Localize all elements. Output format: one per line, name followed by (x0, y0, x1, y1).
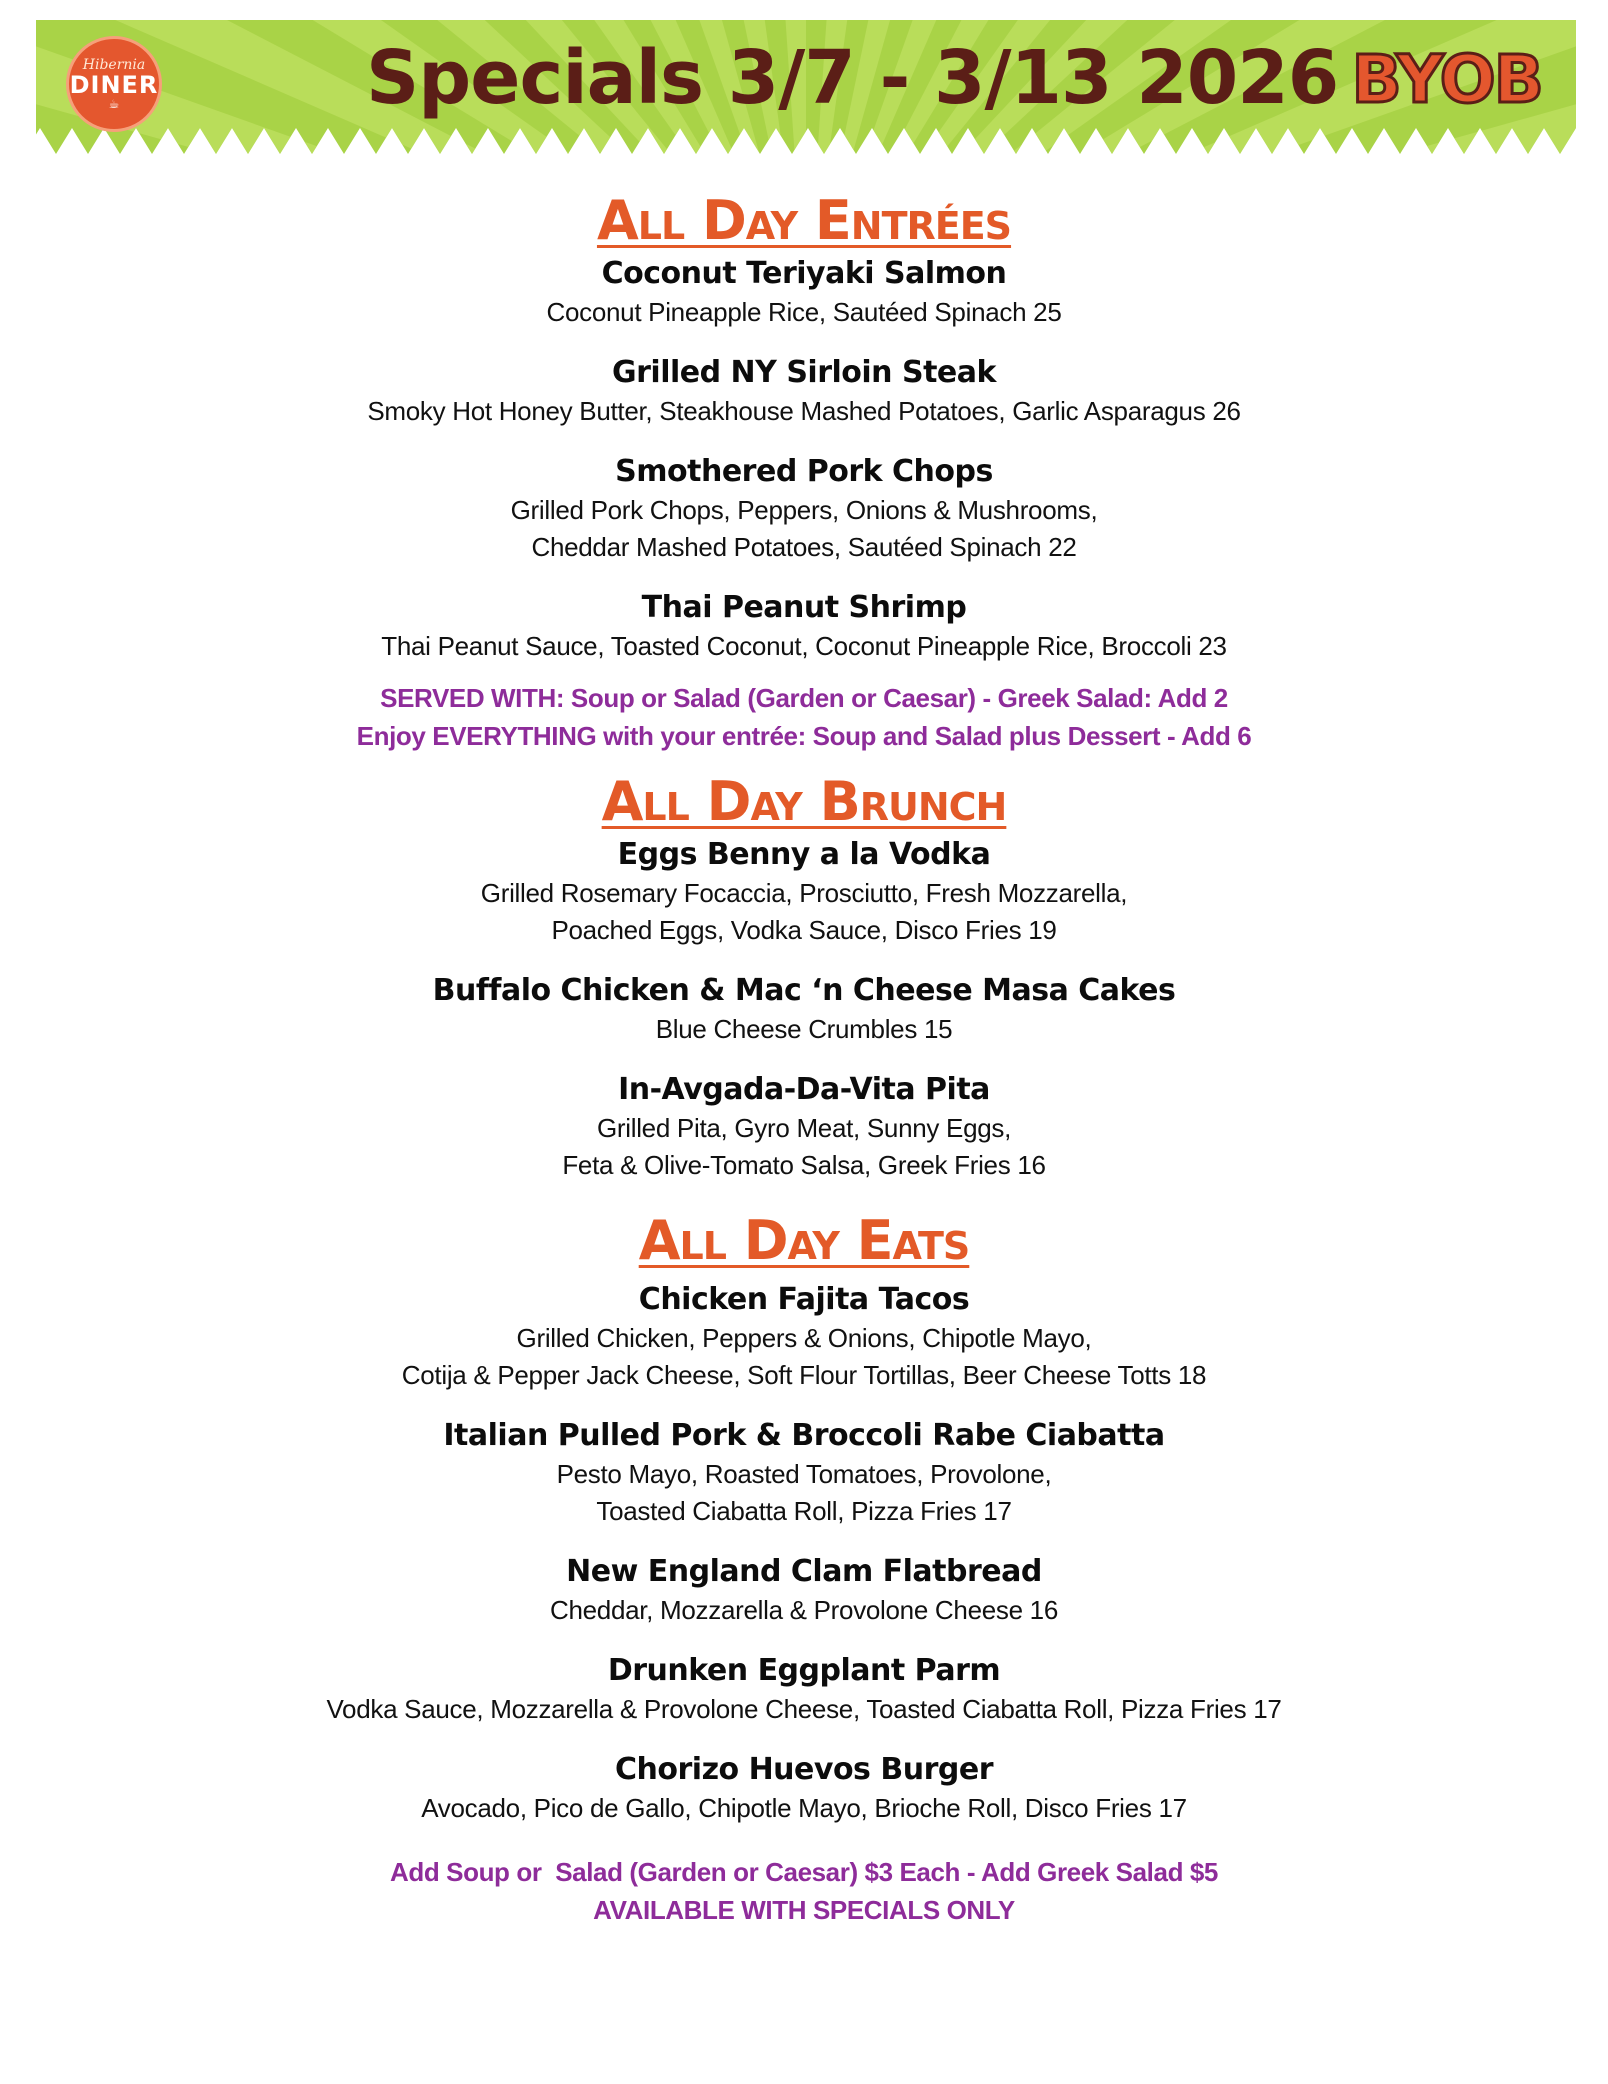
section-all-day-entrees (0, 190, 1608, 755)
menu-item (0, 588, 1608, 665)
item-description: Feta & Olive-Tomato Salsa, Greek Fries 16 (562, 1150, 1046, 1180)
item-name: New England Clam Flatbread (566, 1554, 1042, 1589)
menu-item (0, 353, 1608, 430)
menu-item (0, 1651, 1608, 1728)
add-soup-salad-note: Add Soup or Salad (Garden or Caesar) $3 Each - Add Greek Salad $5 (389, 1857, 1218, 1887)
menu-item (0, 971, 1608, 1048)
item-name: Coconut Teriyaki Salmon (601, 256, 1007, 291)
page-title: Specials 3/7 - 3/13 2026 (366, 35, 1339, 121)
menu-item (0, 1552, 1608, 1629)
section-all-day-brunch (0, 771, 1608, 1184)
item-description: Cheddar Mashed Potatoes, Sautéed Spinach 22 (531, 532, 1077, 562)
served-with-note: SERVED WITH: Soup or Salad (Garden or Caesar) - Greek Salad: Add 2 (380, 683, 1228, 713)
item-name: In-Avgada-Da-Vita Pita (618, 1072, 990, 1107)
menu-item (0, 1416, 1608, 1530)
menu-item (0, 1070, 1608, 1184)
diner-logo (66, 36, 162, 132)
item-description: Smoky Hot Honey Butter, Steakhouse Mashed Potatoes, Garlic Asparagus 26 (367, 396, 1241, 426)
menu-item (0, 835, 1608, 949)
item-description: Vodka Sauce, Mozzarella & Provolone Cheese, Toasted Ciabatta Roll, Pizza Fries 17 (326, 1694, 1282, 1724)
item-description: Cheddar, Mozzarella & Provolone Cheese 16 (549, 1595, 1058, 1625)
menu-item (0, 1750, 1608, 1827)
specials-only-note: AVAILABLE WITH SPECIALS ONLY (593, 1895, 1015, 1925)
menu-item (0, 452, 1608, 566)
item-description: Grilled Pita, Gyro Meat, Sunny Eggs, (596, 1113, 1012, 1143)
item-description: Toasted Ciabatta Roll, Pizza Fries 17 (596, 1496, 1012, 1526)
logo-script-text: Hibernia (82, 57, 146, 73)
byob-label: BYOB (1351, 41, 1542, 118)
enjoy-everything-note: Enjoy EVERYTHING with your entrée: Soup and Salad plus Dessert - Add 6 (356, 721, 1252, 751)
item-name: Chorizo Huevos Burger (615, 1752, 993, 1787)
item-description: Cotija & Pepper Jack Cheese, Soft Flour Tortillas, Beer Cheese Totts 18 (401, 1360, 1207, 1390)
item-name: Buffalo Chicken & Mac ‘n Cheese Masa Cakes (432, 973, 1176, 1008)
item-name: Drunken Eggplant Parm (607, 1653, 1001, 1688)
item-description: Avocado, Pico de Gallo, Chipotle Mayo, Brioche Roll, Disco Fries 17 (421, 1793, 1187, 1823)
item-name: Grilled NY Sirloin Steak (612, 355, 996, 390)
item-description: Grilled Rosemary Focaccia, Prosciutto, Fresh Mozzarella, (480, 878, 1128, 908)
item-name: Smothered Pork Chops (615, 454, 993, 489)
item-description: Coconut Pineapple Rice, Sautéed Spinach 25 (546, 297, 1062, 327)
section-heading-eats: All Day Eats (638, 1209, 970, 1272)
item-description: Blue Cheese Crumbles 15 (655, 1014, 953, 1044)
section-all-day-eats (0, 1210, 1608, 1929)
logo-word-text: DINER (69, 71, 159, 99)
coffee-cup-icon: ☕ (108, 97, 120, 111)
item-description: Poached Eggs, Vodka Sauce, Disco Fries 19 (551, 915, 1057, 945)
item-description: Grilled Chicken, Peppers & Onions, Chipotle Mayo, (516, 1323, 1092, 1353)
menu-item (0, 254, 1608, 331)
menu-content (0, 190, 1608, 1929)
section-heading-brunch: All Day Brunch (601, 770, 1007, 833)
menu-item (0, 1280, 1608, 1394)
item-description: Thai Peanut Sauce, Toasted Coconut, Coconut Pineapple Rice, Broccoli 23 (381, 631, 1227, 661)
item-description: Pesto Mayo, Roasted Tomatoes, Provolone, (556, 1459, 1052, 1489)
item-description: Grilled Pork Chops, Peppers, Onions & Mushrooms, (510, 495, 1098, 525)
item-name: Thai Peanut Shrimp (641, 590, 967, 625)
item-name: Eggs Benny a la Vodka (617, 837, 991, 872)
item-name: Chicken Fajita Tacos (638, 1282, 970, 1317)
header-banner (36, 20, 1576, 154)
item-name: Italian Pulled Pork & Broccoli Rabe Ciabatta (443, 1418, 1165, 1453)
section-heading-entrees: All Day Entrées (596, 189, 1012, 252)
